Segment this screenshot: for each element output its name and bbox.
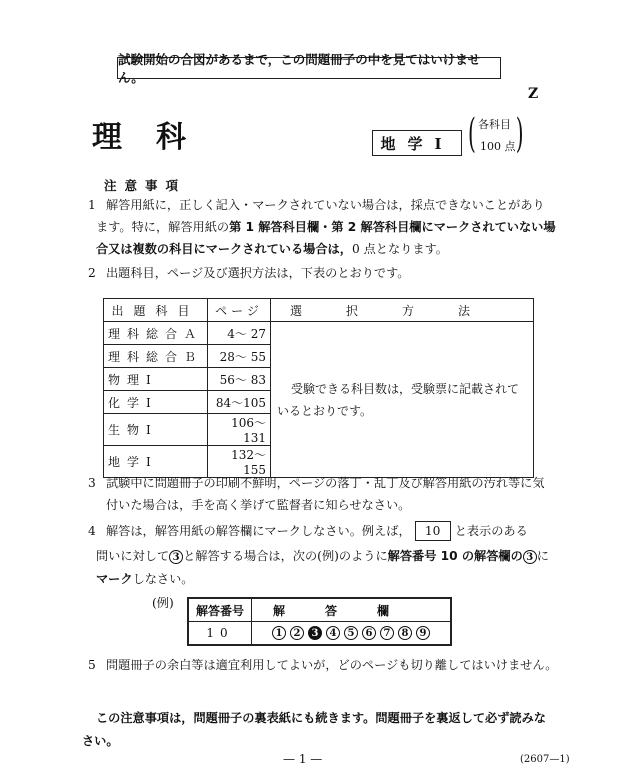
subject-pages: 28〜 55 bbox=[208, 345, 271, 368]
table-header: 出題科目 bbox=[104, 299, 208, 322]
item1-line1: 解答用紙に，正しく記入・マークされていない場合は，採点できないことがあり bbox=[106, 198, 545, 212]
subject-name: 理科総合Ｂ bbox=[104, 345, 208, 368]
version-mark: Z bbox=[528, 86, 539, 102]
subject-pages: 4〜 27 bbox=[208, 322, 271, 345]
item1-line3: 合又は複数の科目にマークされている場合は，0 点となります。 bbox=[96, 242, 448, 256]
answer-bubble: 4 bbox=[326, 626, 340, 640]
subject-name: 地学Ⅰ bbox=[104, 446, 208, 478]
subject-name: 生物Ⅰ bbox=[104, 414, 208, 446]
start-warning-banner: 試験開始の合図があるまで，この問題冊子の中を見てはいけません。 bbox=[117, 57, 501, 79]
method-line1: 受験できる科目数は，受験票に記載されて bbox=[291, 381, 520, 396]
subject-pages: 132〜155 bbox=[208, 446, 271, 478]
answer-bubble: 3 bbox=[308, 626, 322, 640]
item-number: 2 bbox=[88, 266, 96, 280]
item4-line1: 解答は，解答用紙の解答欄にマークしなさい。例えば， 10 と表示のある bbox=[106, 520, 528, 542]
booklet-code: (2607—1) bbox=[520, 754, 570, 765]
subject-table bbox=[103, 298, 534, 478]
subject-pages: 106〜131 bbox=[208, 414, 271, 446]
answer-bubble: 6 bbox=[362, 626, 376, 640]
example-header-row bbox=[188, 598, 451, 622]
answer-column-header: 解答欄 bbox=[252, 598, 452, 622]
subject-name: 物理Ⅰ bbox=[104, 368, 208, 391]
closing-line2: さい。 bbox=[82, 734, 119, 748]
page-number: — 1 — bbox=[283, 752, 323, 766]
method-line2: いるとおりです。 bbox=[277, 403, 373, 418]
answer-number-value: 10 bbox=[188, 622, 252, 646]
subject-name: 理科総合Ａ bbox=[104, 322, 208, 345]
points-note: ( ) 各科目 100 点 bbox=[468, 111, 524, 157]
example-label: (例) bbox=[152, 596, 174, 610]
table-row bbox=[104, 322, 534, 345]
item2-line1: 出題科目，ページ及び選択方法は，下表のとおりです。 bbox=[106, 266, 410, 280]
answer-bubble: 9 bbox=[416, 626, 430, 640]
example-answer-table bbox=[187, 597, 452, 646]
item-number: 4 bbox=[88, 524, 96, 538]
selection-method bbox=[271, 322, 534, 478]
item-number: 5 bbox=[88, 658, 96, 672]
answer-bubbles bbox=[252, 622, 452, 646]
points-line2: 100 点 bbox=[480, 140, 516, 153]
subject-pages: 84〜105 bbox=[208, 391, 271, 414]
circled-3-icon: 3 bbox=[523, 550, 537, 564]
notice-heading: 注意事項 bbox=[104, 178, 187, 193]
answer-bubble: 5 bbox=[344, 626, 358, 640]
item1-line2: ます。特に，解答用紙の第 1 解答科目欄・第 2 解答科目欄にマークされていない場 bbox=[96, 220, 556, 234]
answer-bubble: 7 bbox=[380, 626, 394, 640]
answer-number-box: 10 bbox=[415, 521, 451, 541]
answer-bubble: 2 bbox=[290, 626, 304, 640]
item4-line3: マークしなさい。 bbox=[96, 572, 194, 586]
example-row bbox=[188, 622, 451, 646]
circled-3-icon: 3 bbox=[169, 550, 183, 564]
item4-line2: 問いに対して 3 と解答する場合は，次の(例)のように解答番号 10 の解答欄の 3 に bbox=[96, 549, 549, 563]
item5-line1: 問題冊子の余白等は適宜利用してよいが，どのページも切り離してはいけません。 bbox=[106, 658, 558, 672]
item-number: 1 bbox=[88, 198, 96, 212]
closing-line1: この注意事項は，問題冊子の裏表紙にも続きます。問題冊子を裏返して必ず読みな bbox=[96, 711, 546, 725]
answer-number-header: 解答番号 bbox=[188, 598, 252, 622]
page-title: 理科 bbox=[92, 120, 220, 155]
subject-box: 地学Ⅰ bbox=[372, 130, 462, 156]
subject-pages: 56〜 83 bbox=[208, 368, 271, 391]
table-header-row bbox=[104, 299, 534, 322]
item3-line2: 付いた場合は，手を高く挙げて監督者に知らせなさい。 bbox=[106, 498, 411, 512]
item-number: 3 bbox=[88, 476, 96, 490]
answer-bubble: 8 bbox=[398, 626, 412, 640]
table-header: 選択方法 bbox=[271, 299, 534, 322]
points-line1: 各科目 bbox=[478, 118, 511, 131]
subject-name: 化学Ⅰ bbox=[104, 391, 208, 414]
table-header: ページ bbox=[208, 299, 271, 322]
answer-bubble: 1 bbox=[272, 626, 286, 640]
item3-line1: 試験中に問題冊子の印刷不鮮明，ページの落丁・乱丁及び解答用紙の汚れ等に気 bbox=[106, 476, 545, 490]
